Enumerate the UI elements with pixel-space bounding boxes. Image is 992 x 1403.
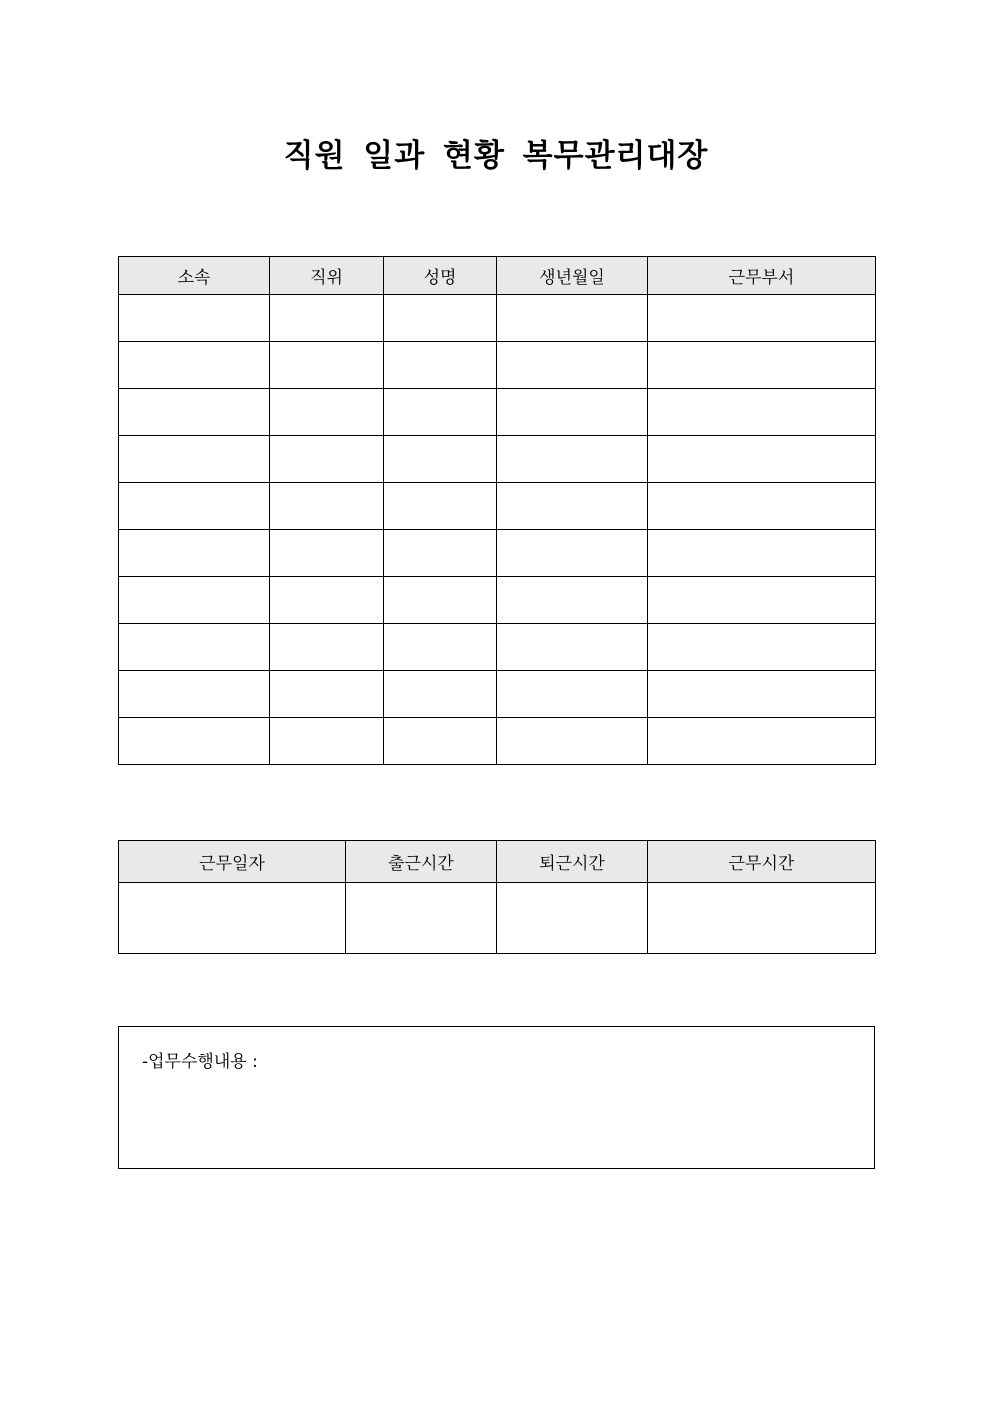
birthdate-cell[interactable] — [497, 577, 648, 624]
department-cell[interactable] — [648, 389, 876, 436]
position-cell[interactable] — [270, 624, 384, 671]
name-cell[interactable] — [384, 624, 497, 671]
header-work-hours: 근무시간 — [648, 841, 876, 883]
staff-info-table — [118, 256, 876, 765]
header-clock-in: 출근시간 — [346, 841, 497, 883]
name-cell[interactable] — [384, 671, 497, 718]
table-header-row — [119, 841, 876, 883]
name-cell[interactable] — [384, 389, 497, 436]
birthdate-cell[interactable] — [497, 718, 648, 765]
birthdate-cell[interactable] — [497, 342, 648, 389]
work-time-table — [118, 840, 876, 954]
table-header-row — [119, 257, 876, 295]
department-cell[interactable] — [648, 577, 876, 624]
position-cell[interactable] — [270, 718, 384, 765]
affiliation-cell[interactable] — [119, 577, 270, 624]
position-cell[interactable] — [270, 577, 384, 624]
affiliation-cell[interactable] — [119, 342, 270, 389]
position-cell[interactable] — [270, 295, 384, 342]
table-row — [119, 389, 876, 436]
table-row — [119, 718, 876, 765]
affiliation-cell[interactable] — [119, 718, 270, 765]
table-row — [119, 342, 876, 389]
work-date-cell[interactable] — [119, 883, 346, 954]
header-position: 직위 — [270, 257, 384, 295]
affiliation-cell[interactable] — [119, 295, 270, 342]
birthdate-cell[interactable] — [497, 671, 648, 718]
header-name: 성명 — [384, 257, 497, 295]
birthdate-cell[interactable] — [497, 389, 648, 436]
task-content-box[interactable] — [118, 1026, 875, 1169]
department-cell[interactable] — [648, 624, 876, 671]
position-cell[interactable] — [270, 389, 384, 436]
position-cell[interactable] — [270, 436, 384, 483]
name-cell[interactable] — [384, 342, 497, 389]
position-cell[interactable] — [270, 483, 384, 530]
table-row — [119, 577, 876, 624]
name-cell[interactable] — [384, 295, 497, 342]
name-cell[interactable] — [384, 436, 497, 483]
table-row — [119, 436, 876, 483]
birthdate-cell[interactable] — [497, 483, 648, 530]
affiliation-cell[interactable] — [119, 436, 270, 483]
affiliation-cell[interactable] — [119, 624, 270, 671]
staff-table-body — [119, 295, 876, 765]
birthdate-cell[interactable] — [497, 624, 648, 671]
birthdate-cell[interactable] — [497, 436, 648, 483]
position-cell[interactable] — [270, 530, 384, 577]
position-cell[interactable] — [270, 342, 384, 389]
affiliation-cell[interactable] — [119, 530, 270, 577]
affiliation-cell[interactable] — [119, 483, 270, 530]
header-work-date: 근무일자 — [119, 841, 346, 883]
page-title: 직원 일과 현황 복무관리대장 — [283, 138, 709, 174]
header-clock-out: 퇴근시간 — [497, 841, 648, 883]
header-department: 근무부서 — [648, 257, 876, 295]
header-birthdate: 생년월일 — [497, 257, 648, 295]
department-cell[interactable] — [648, 530, 876, 577]
birthdate-cell[interactable] — [497, 295, 648, 342]
table-row — [119, 671, 876, 718]
task-content-label: -업무수행내용 : — [142, 1052, 258, 1072]
name-cell[interactable] — [384, 718, 497, 765]
birthdate-cell[interactable] — [497, 530, 648, 577]
work-hours-cell[interactable] — [648, 883, 876, 954]
header-affiliation: 소속 — [119, 257, 270, 295]
name-cell[interactable] — [384, 483, 497, 530]
clock-in-cell[interactable] — [346, 883, 497, 954]
department-cell[interactable] — [648, 342, 876, 389]
department-cell[interactable] — [648, 436, 876, 483]
department-cell[interactable] — [648, 718, 876, 765]
name-cell[interactable] — [384, 577, 497, 624]
position-cell[interactable] — [270, 671, 384, 718]
clock-out-cell[interactable] — [497, 883, 648, 954]
affiliation-cell[interactable] — [119, 671, 270, 718]
affiliation-cell[interactable] — [119, 389, 270, 436]
name-cell[interactable] — [384, 530, 497, 577]
table-row — [119, 483, 876, 530]
table-row — [119, 624, 876, 671]
department-cell[interactable] — [648, 671, 876, 718]
department-cell[interactable] — [648, 295, 876, 342]
table-row — [119, 295, 876, 342]
table-row — [119, 883, 876, 954]
table-row — [119, 530, 876, 577]
department-cell[interactable] — [648, 483, 876, 530]
